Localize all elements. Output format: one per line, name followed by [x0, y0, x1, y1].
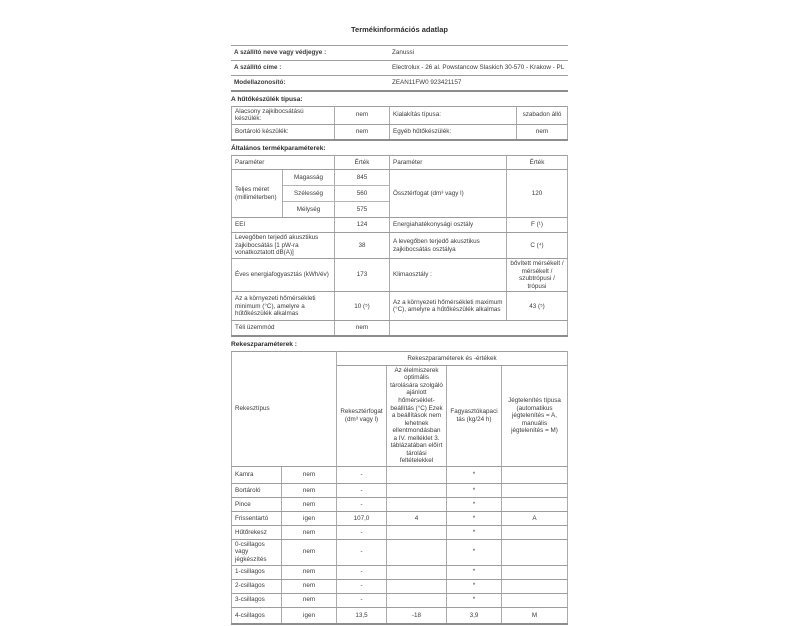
param-label-cell: Klimaosztály : [390, 259, 507, 292]
compartment-temp-cell [387, 565, 447, 579]
compartment-defrost-cell [502, 539, 568, 565]
compartment-defrost-cell [502, 525, 568, 539]
winter-mode-value-cell: nem [335, 321, 390, 336]
param-header-cell: Paraméter [232, 156, 335, 170]
compartment-volume-cell: - [337, 525, 387, 539]
table-row [232, 607, 568, 624]
supplier-name-value: Zanussi [389, 46, 568, 61]
param-label-cell: EEI [232, 218, 335, 233]
compartment-defrost-cell [502, 483, 568, 497]
table-row [231, 46, 568, 61]
param-label-cell: A levegőben terjedő akusztikus zajkibocsátás osztálya [390, 233, 507, 259]
table-row [231, 76, 568, 91]
temperature-header-cell: Az élelmiszerek optimális tárolására szolgáló ajánlott hőmérséklet-beállítás (°C) Ezek a beállítások nem lehetnek ellentmondásban a IV. melléklet 3. táblázatában előírt tárolási feltételekkel [387, 365, 447, 466]
compartment-freeze-cell: * [447, 497, 502, 511]
table-row [232, 124, 568, 140]
dimension-value-cell: 575 [335, 202, 390, 218]
type-value-cell: nem [517, 124, 568, 140]
compartment-name-cell: 1-csillagos [232, 565, 282, 579]
table-row [232, 170, 568, 186]
general-parameters-table [231, 155, 568, 337]
compartment-defrost-cell [502, 565, 568, 579]
param-value-cell: F (¹) [507, 218, 568, 233]
compartment-temp-cell: 4 [387, 511, 447, 525]
compartment-volume-cell: 107,0 [337, 511, 387, 525]
table-row [232, 466, 568, 483]
overall-size-label-cell: Teljes méret (milliméterben) [232, 170, 283, 218]
table-row [232, 497, 568, 511]
compartment-name-cell: 2-csillagos [232, 579, 282, 593]
compartment-freeze-cell: 3,9 [447, 607, 502, 624]
compartment-temp-cell [387, 466, 447, 483]
param-value-cell: 38 [335, 233, 390, 259]
table-row [232, 156, 568, 170]
compartment-present-cell: nem [282, 539, 337, 565]
compartment-present-cell: nem [282, 466, 337, 483]
defrost-type-header-cell: Jégtelenítés típusa (automatikus jégtelenítés = A, manuális jégtelenítés = M) [502, 365, 568, 466]
table-row [232, 259, 568, 292]
compartment-defrost-cell [502, 579, 568, 593]
param-value-cell: bővített mérsékelt / mérsékelt / szubtrópusi / trópusi [507, 259, 568, 292]
compartment-volume-cell: - [337, 497, 387, 511]
compartment-defrost-cell [502, 593, 568, 607]
compartment-volume-cell: - [337, 565, 387, 579]
compartment-volume-cell: - [337, 593, 387, 607]
param-value-cell: 10 (⁵) [335, 292, 390, 321]
compartment-present-cell: nem [282, 525, 337, 539]
table-row [232, 106, 568, 124]
param-value-cell: 173 [335, 259, 390, 292]
param-value-cell: C (⁴) [507, 233, 568, 259]
compartment-name-cell: Frissentartó [232, 511, 282, 525]
model-id-label: Modellazonosító: [231, 76, 389, 91]
compartment-temp-cell [387, 497, 447, 511]
compartment-type-header-cell: Rekesztípus [232, 351, 337, 466]
table-row [232, 579, 568, 593]
table-row [231, 61, 568, 76]
param-label-cell: Levegőben terjedő akusztikus zajkibocsátás [1 pW-ra vonatkoztatott dB(A)] [232, 233, 335, 259]
compartment-present-cell: nem [282, 483, 337, 497]
compartment-temp-cell [387, 525, 447, 539]
total-volume-value-cell: 120 [507, 170, 568, 218]
value-header-cell: Érték [335, 156, 390, 170]
dimension-name-cell: Mélység [283, 202, 335, 218]
param-label-cell: Éves energiafogyasztás (kWh/év) [232, 259, 335, 292]
section-heading-compartments: Rekeszparaméterek : [231, 340, 297, 348]
compartment-present-cell: nem [282, 565, 337, 579]
type-value-cell: nem [335, 124, 390, 140]
compartment-name-cell: Hűtőrekesz [232, 525, 282, 539]
table-row [232, 511, 568, 525]
type-label-cell: Kialakítás típusa: [390, 106, 517, 124]
compartment-volume-cell: - [337, 483, 387, 497]
empty-cell [390, 321, 568, 336]
appliance-type-table [231, 106, 568, 142]
freezing-capacity-header-cell: Fagyasztókapacitás (kg/24 h) [447, 365, 502, 466]
compartment-parameters-table [231, 351, 568, 625]
table-row [232, 292, 568, 321]
table-row [232, 218, 568, 233]
compartment-defrost-cell [502, 497, 568, 511]
table-row [232, 483, 568, 497]
datasheet-page [231, 25, 568, 626]
compartment-volume-cell: - [337, 539, 387, 565]
compartment-defrost-cell [502, 466, 568, 483]
compartment-name-cell: Kamra [232, 466, 282, 483]
compartment-present-cell: igen [282, 511, 337, 525]
compartment-freeze-cell: * [447, 483, 502, 497]
table-row [232, 539, 568, 565]
table-row [232, 351, 568, 365]
volume-header-cell: Rekesztérfogat (dm³ vagy l) [337, 365, 387, 466]
compartment-name-cell: Pince [232, 497, 282, 511]
section-heading-type: A hűtőkészülék típusa: [231, 95, 303, 103]
compartment-name-cell: 3-csillagos [232, 593, 282, 607]
compartment-present-cell: nem [282, 579, 337, 593]
compartment-temp-cell [387, 539, 447, 565]
compartment-freeze-cell: * [447, 593, 502, 607]
dimension-value-cell: 845 [335, 170, 390, 186]
compartment-present-cell: nem [282, 497, 337, 511]
total-volume-label-cell: Össztérfogat (dm³ vagy l) [390, 170, 507, 218]
compartment-name-cell: 4-csillagos [232, 607, 282, 624]
compartment-present-cell: igen [282, 607, 337, 624]
compartment-name-cell: Bortároló [232, 483, 282, 497]
param-label-cell: Az a környezeti hőmérsékleti minimum (°C), amelyre a hűtőkészülék alkalmas [232, 292, 335, 321]
compartment-freeze-cell: * [447, 579, 502, 593]
compartment-freeze-cell: * [447, 565, 502, 579]
type-value-cell: szabadon álló [517, 106, 568, 124]
param-value-cell: 124 [335, 218, 390, 233]
dimension-name-cell: Szélesség [283, 186, 335, 202]
supplier-address-label: A szállító címe : [231, 61, 389, 76]
compartment-name-cell: 0-csillagos vagy jégkészítés [232, 539, 282, 565]
compartment-freeze-cell: * [447, 511, 502, 525]
compartment-temp-cell [387, 483, 447, 497]
model-id-value: ZEAN11FW0 923421157 [389, 76, 568, 91]
value-header-cell: Érték [507, 156, 568, 170]
compartment-volume-cell: 13,5 [337, 607, 387, 624]
type-label-cell: Alacsony zajkibocsátású készülék: [232, 106, 335, 124]
supplier-name-label: A szállító neve vagy védjegye : [231, 46, 389, 61]
param-label-cell: Az a környezeti hőmérsékleti maximum (°C), amelyre a hűtőkészülék alkalmas [390, 292, 507, 321]
param-value-cell: 43 (⁵) [507, 292, 568, 321]
compartment-defrost-cell: A [502, 511, 568, 525]
section-heading-general: Általános termékparaméterek: [231, 145, 326, 153]
param-label-cell: Energiahatékonysági osztály [390, 218, 507, 233]
winter-mode-label-cell: Téli üzemmód [232, 321, 335, 336]
compartment-present-cell: nem [282, 593, 337, 607]
table-row [232, 565, 568, 579]
type-label-cell: Bortároló készülék: [232, 124, 335, 140]
compartment-temp-cell: -18 [387, 607, 447, 624]
supplier-address-value: Electrolux - 26 al. Powstancow Slaskich 30-570 - Krakow - PL [389, 61, 568, 76]
compartment-volume-cell: - [337, 466, 387, 483]
table-row [232, 233, 568, 259]
supplier-table [231, 45, 568, 92]
compartment-temp-cell [387, 593, 447, 607]
table-row [232, 593, 568, 607]
type-label-cell: Egyéb hűtőkészülék: [390, 124, 517, 140]
table-row [232, 525, 568, 539]
page-title: Termékinformációs adatlap [351, 25, 448, 34]
dimension-name-cell: Magasság [283, 170, 335, 186]
compartment-freeze-cell: * [447, 466, 502, 483]
compartment-temp-cell [387, 579, 447, 593]
compartment-group-header-cell: Rekeszparaméterek és -értékek [337, 351, 568, 365]
dimension-value-cell: 560 [335, 186, 390, 202]
param-header-cell: Paraméter [390, 156, 507, 170]
compartment-freeze-cell: * [447, 525, 502, 539]
type-value-cell: nem [335, 106, 390, 124]
compartment-freeze-cell: * [447, 539, 502, 565]
compartment-defrost-cell: M [502, 607, 568, 624]
table-row [232, 321, 568, 336]
compartment-volume-cell: - [337, 579, 387, 593]
